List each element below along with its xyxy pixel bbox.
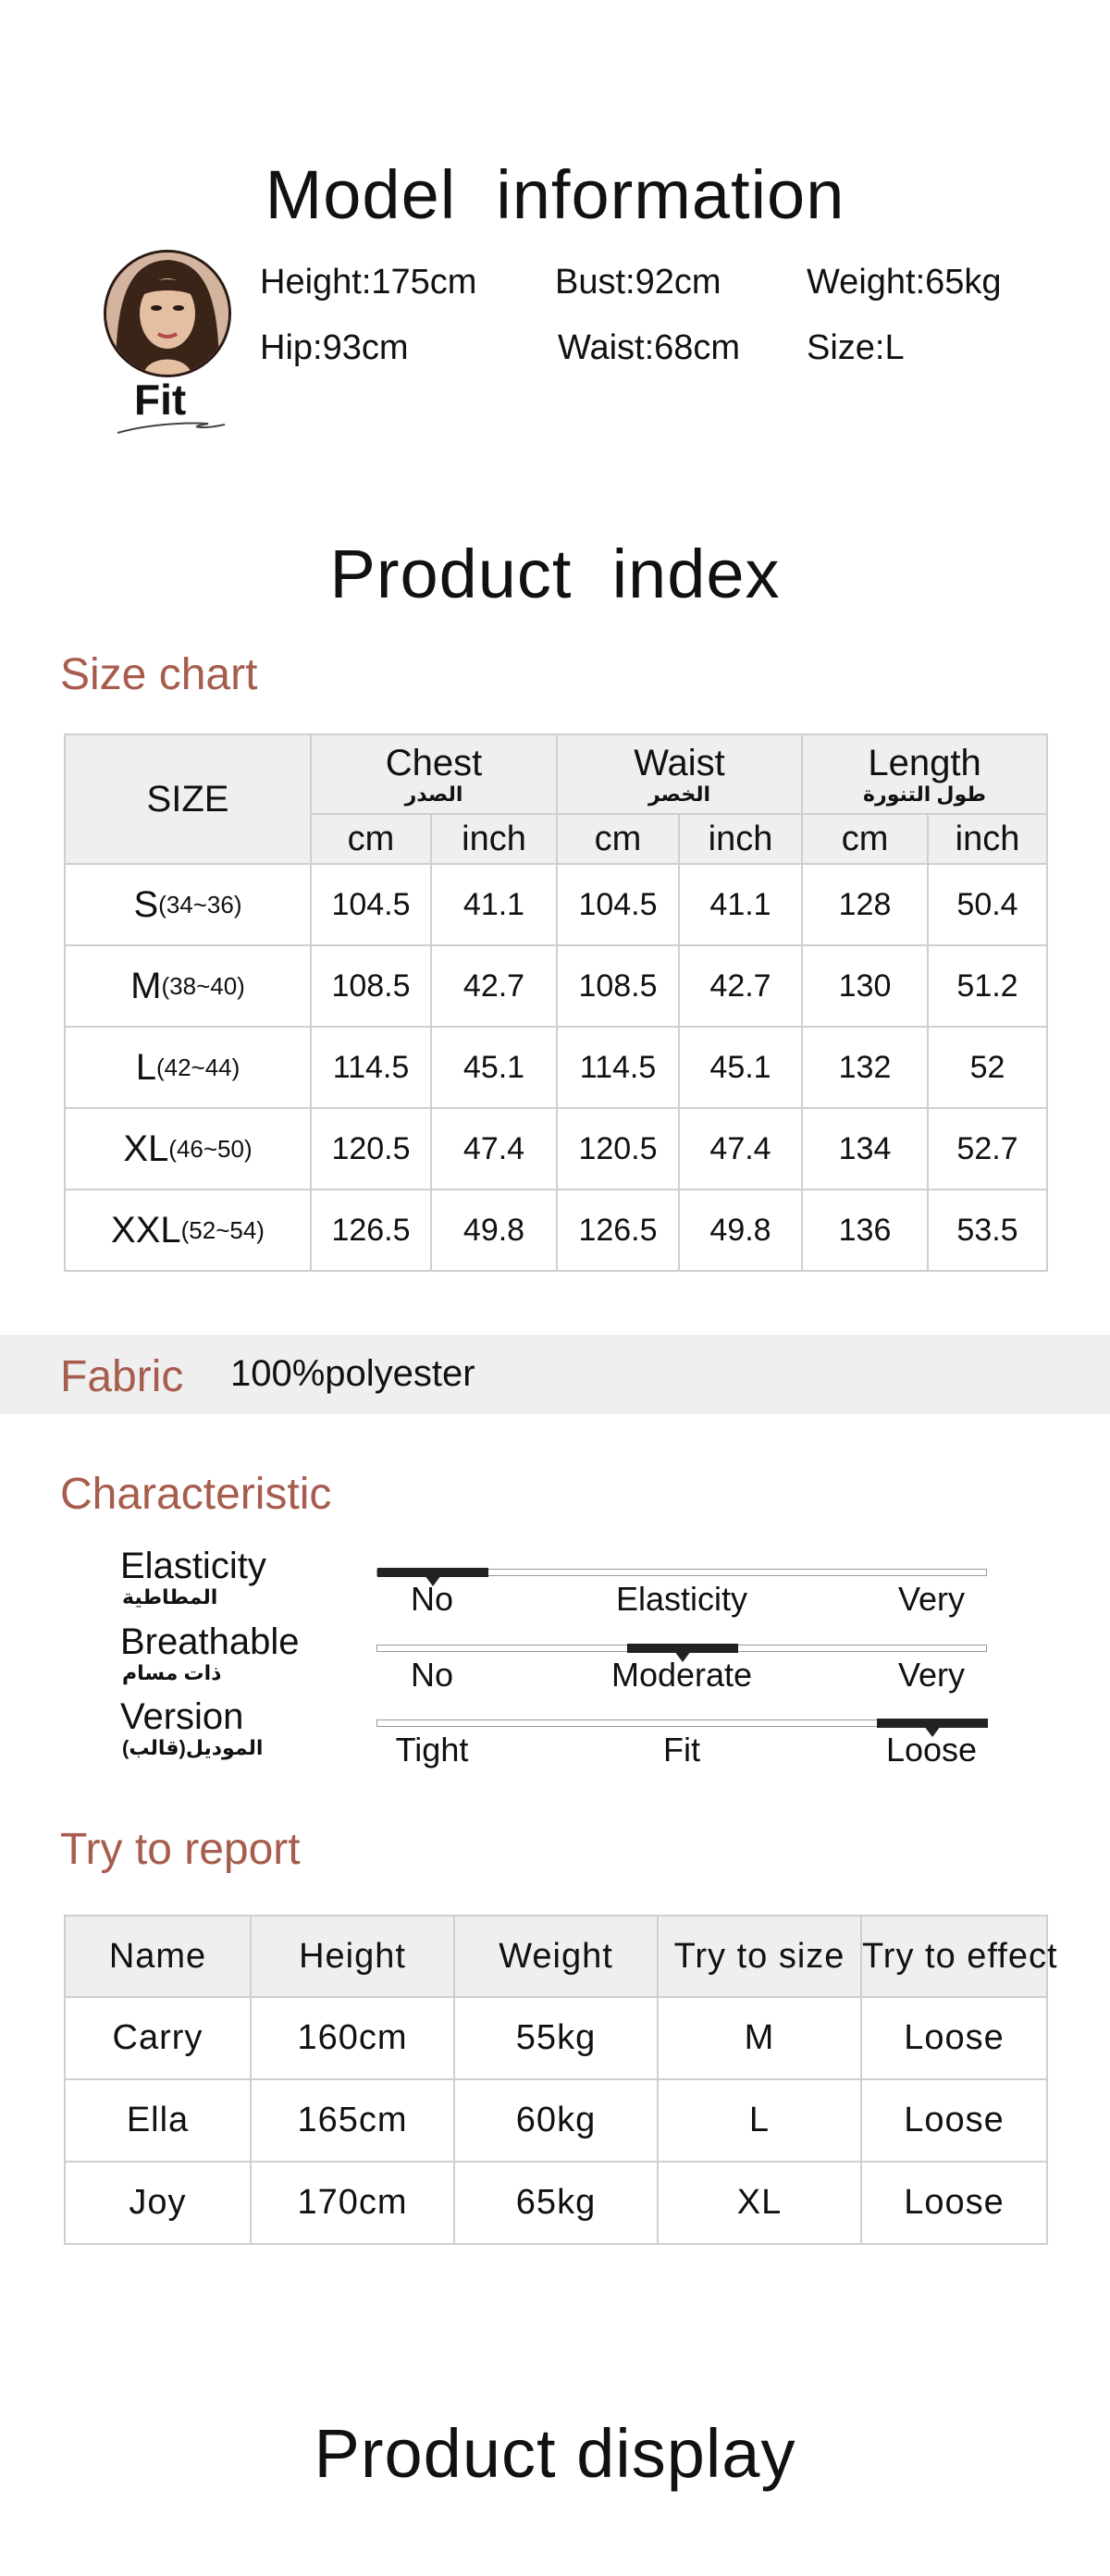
characteristic-arabic-label: ذات مسام xyxy=(122,1661,222,1684)
measurement-cell: 120.5 xyxy=(557,1108,679,1189)
model-weight: Weight:65kg xyxy=(807,263,1002,302)
unit-cell: cm xyxy=(557,814,679,864)
model-height: Height:175cm xyxy=(260,263,477,302)
report-row xyxy=(65,2079,1047,2162)
characteristic-arabic-label: الموديل(قالب) xyxy=(122,1736,264,1759)
measurement-cell: 47.4 xyxy=(679,1108,802,1189)
size-chart-row xyxy=(65,1189,1047,1271)
measurement-cell: 49.8 xyxy=(431,1189,557,1271)
characteristic-scale-label: Tight xyxy=(395,1731,469,1769)
report-cell: Loose xyxy=(861,1997,1047,2079)
size-range: (46~50) xyxy=(168,1134,253,1163)
size-cell xyxy=(65,1108,311,1189)
characteristic-scale-label: Elasticity xyxy=(615,1580,748,1618)
size-cell xyxy=(65,1027,311,1108)
report-header-height: Height xyxy=(251,1916,454,1997)
measurement-cell: 42.7 xyxy=(679,945,802,1027)
size-chart-row xyxy=(65,1108,1047,1189)
measurement-cell: 130 xyxy=(802,945,928,1027)
size-cell xyxy=(65,1189,311,1271)
size-chart-row xyxy=(65,1027,1047,1108)
model-avatar xyxy=(104,250,231,377)
characteristic-scale-track xyxy=(376,1569,987,1576)
characteristic-arabic-label: المطاطية xyxy=(122,1585,218,1608)
report-cell: 65kg xyxy=(454,2162,658,2244)
model-waist: Waist:68cm xyxy=(558,328,741,367)
measurement-cell: 104.5 xyxy=(557,864,679,945)
report-cell: XL xyxy=(658,2162,861,2244)
measurement-cell: 53.5 xyxy=(928,1189,1047,1271)
size-cell xyxy=(65,945,311,1027)
measurement-cell: 114.5 xyxy=(311,1027,431,1108)
fabric-label: Fabric xyxy=(60,1352,184,1401)
length-arabic-label: طول التنورة xyxy=(863,782,986,806)
size-chart-header-row xyxy=(65,734,1047,814)
characteristic-scale-label: Very xyxy=(897,1580,966,1618)
measurement-cell: 45.1 xyxy=(431,1027,557,1108)
report-header-try-size: Try to size xyxy=(658,1916,861,1997)
report-row xyxy=(65,2162,1047,2244)
measurement-cell: 136 xyxy=(802,1189,928,1271)
size-chart-row xyxy=(65,945,1047,1027)
characteristic-scale-label: Loose xyxy=(885,1731,978,1769)
report-cell: Ella xyxy=(65,2079,251,2162)
try-to-report-table xyxy=(64,1915,1058,2245)
unit-cell: inch xyxy=(679,814,802,864)
unit-cell: inch xyxy=(928,814,1047,864)
size-range: (42~44) xyxy=(155,1053,240,1081)
characteristic-scale-label: No xyxy=(410,1580,454,1618)
measurement-cell: 108.5 xyxy=(557,945,679,1027)
measurement-cell: 41.1 xyxy=(679,864,802,945)
size-letter: S xyxy=(133,883,159,925)
model-bust: Bust:92cm xyxy=(555,263,722,302)
size-cell xyxy=(65,864,311,945)
size-chart-row xyxy=(65,864,1047,945)
unit-cell: cm xyxy=(311,814,431,864)
chest-label: Chest xyxy=(385,742,483,783)
measurement-cell: 49.8 xyxy=(679,1189,802,1271)
waist-header xyxy=(557,734,802,814)
chest-arabic-label: الصدر xyxy=(404,782,463,806)
characteristic-label: Breathable xyxy=(120,1621,300,1662)
measurement-cell: 52 xyxy=(928,1027,1047,1108)
unit-cell: cm xyxy=(802,814,928,864)
report-cell: L xyxy=(658,2079,861,2162)
product-display-title: Product display xyxy=(314,2415,796,2492)
size-range: (38~40) xyxy=(161,971,245,1000)
characteristic-scale-track xyxy=(376,1645,987,1652)
fabric-value: 100%polyester xyxy=(230,1353,475,1394)
measurement-cell: 126.5 xyxy=(557,1189,679,1271)
fit-label: Fit xyxy=(134,376,187,424)
measurement-cell: 50.4 xyxy=(928,864,1047,945)
report-header-weight: Weight xyxy=(454,1916,658,1997)
size-range: (34~36) xyxy=(158,890,242,918)
report-cell: 160cm xyxy=(251,1997,454,2079)
size-range: (52~54) xyxy=(180,1215,265,1244)
report-cell: Loose xyxy=(861,2162,1047,2244)
report-cell: 165cm xyxy=(251,2079,454,2162)
characteristic-scale-label: Very xyxy=(897,1656,966,1694)
measurement-cell: 51.2 xyxy=(928,945,1047,1027)
report-cell: 60kg xyxy=(454,2079,658,2162)
model-size: Size:L xyxy=(807,328,905,367)
measurement-cell: 134 xyxy=(802,1108,928,1189)
characteristic-scale-label: No xyxy=(410,1656,454,1694)
model-portrait-icon xyxy=(106,253,228,375)
characteristic-label: Elasticity xyxy=(120,1546,266,1586)
report-cell: 55kg xyxy=(454,1997,658,2079)
size-chart-table xyxy=(64,733,1048,1272)
measurement-cell: 108.5 xyxy=(311,945,431,1027)
report-cell: M xyxy=(658,1997,861,2079)
measurement-cell: 120.5 xyxy=(311,1108,431,1189)
report-header-row xyxy=(65,1916,1047,1997)
characteristic-scale-label: Fit xyxy=(663,1731,700,1769)
measurement-cell: 132 xyxy=(802,1027,928,1108)
measurement-cell: 126.5 xyxy=(311,1189,431,1271)
measurement-cell: 47.4 xyxy=(431,1108,557,1189)
characteristic-title: Characteristic xyxy=(60,1470,332,1519)
size-chart-title: Size chart xyxy=(60,650,258,699)
measurement-cell: 45.1 xyxy=(679,1027,802,1108)
characteristic-label: Version xyxy=(120,1696,244,1737)
report-cell: Loose xyxy=(861,2079,1047,2162)
chest-header xyxy=(311,734,557,814)
waist-arabic-label: الخصر xyxy=(648,782,711,806)
size-letter: XL xyxy=(123,1128,169,1169)
report-cell: Carry xyxy=(65,1997,251,2079)
report-row xyxy=(65,1997,1047,2079)
measurement-cell: 42.7 xyxy=(431,945,557,1027)
unit-cell: inch xyxy=(431,814,557,864)
size-letter: XXL xyxy=(111,1209,181,1251)
model-hip: Hip:93cm xyxy=(260,328,409,367)
report-cell: Joy xyxy=(65,2162,251,2244)
characteristic-scale-label: Moderate xyxy=(610,1656,753,1694)
waist-label: Waist xyxy=(634,742,725,783)
characteristic-scale-track xyxy=(376,1719,987,1727)
measurement-cell: 128 xyxy=(802,864,928,945)
report-header-name: Name xyxy=(65,1916,251,1997)
measurement-cell: 104.5 xyxy=(311,864,431,945)
measurement-cell: 114.5 xyxy=(557,1027,679,1108)
measurement-cell: 41.1 xyxy=(431,864,557,945)
model-information-title: Model information xyxy=(265,156,845,233)
length-header xyxy=(802,734,1047,814)
size-letter: L xyxy=(135,1046,156,1088)
size-header: SIZE xyxy=(65,734,311,864)
length-label: Length xyxy=(868,742,981,783)
report-header-try-effect: Try to effect xyxy=(861,1916,1047,1997)
product-index-title: Product index xyxy=(329,536,781,612)
signature-swoosh-icon xyxy=(116,416,227,437)
try-to-report-title: Try to report xyxy=(60,1825,301,1874)
size-letter: M xyxy=(130,965,162,1006)
report-cell: 170cm xyxy=(251,2162,454,2244)
measurement-cell: 52.7 xyxy=(928,1108,1047,1189)
